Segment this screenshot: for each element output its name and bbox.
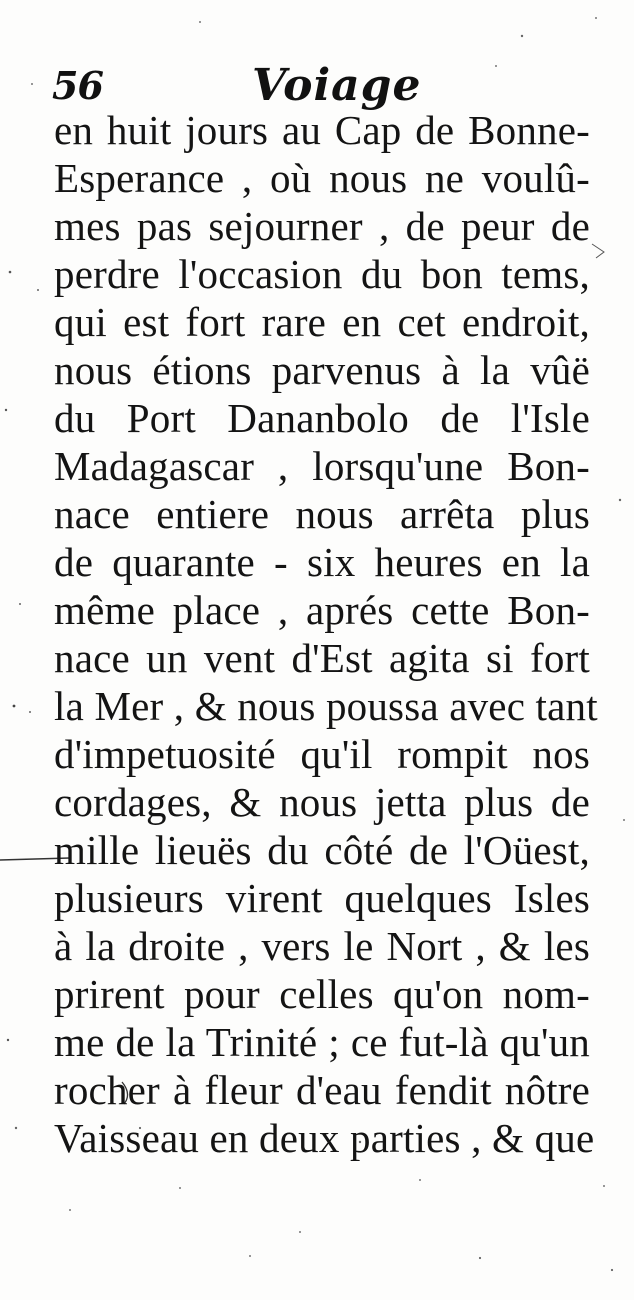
speck <box>15 1127 17 1129</box>
speck <box>13 705 16 708</box>
speck <box>299 1231 301 1233</box>
speck <box>595 17 597 19</box>
text-line: de quarante - six heures en la <box>54 539 590 585</box>
page-number: 56 <box>52 63 103 108</box>
speck <box>603 1185 605 1187</box>
text-line: la Mer , & nous poussa avec tant <box>54 683 598 729</box>
text-line: d'impetuosité qu'il rompit nos <box>54 731 590 777</box>
text-line: Esperance , où nous ne voulû- <box>54 155 590 201</box>
speck <box>19 603 21 605</box>
text-line: Madagascar , lorsqu'une Bon- <box>54 443 590 489</box>
speck <box>31 83 33 85</box>
text-line: mille lieuës du côté de l'Oüest, <box>54 827 590 873</box>
running-head: Voiage <box>252 60 422 111</box>
text-line: à la droite , vers le Nort , & les <box>54 923 590 969</box>
speck <box>611 1269 613 1271</box>
speck <box>623 819 625 821</box>
speck <box>521 35 523 37</box>
text-line: qui est fort rare en cet endroit, <box>54 299 590 345</box>
speck <box>479 1257 481 1259</box>
speck <box>619 499 621 501</box>
speck <box>9 271 12 274</box>
text-line: en huit jours au Cap de Bonne- <box>54 107 590 153</box>
text-line: me de la Trinité ; ce fut-là qu'un <box>54 1019 590 1065</box>
body-text <box>54 106 598 1162</box>
speck <box>7 1039 9 1041</box>
speck <box>419 1179 421 1181</box>
speck <box>249 1255 251 1257</box>
text-line: plusieurs virent quelques Isles <box>54 875 590 921</box>
text-line: prirent pour celles qu'on nom- <box>54 971 590 1017</box>
speck <box>199 21 201 23</box>
speck <box>179 1187 181 1189</box>
text-line: nous étions parvenus à la vûë <box>54 347 590 393</box>
text-line: nace entiere nous arrêta plus <box>54 491 590 537</box>
text-line: rocher à fleur d'eau fendit nôtre <box>54 1067 590 1113</box>
speck <box>69 1209 71 1211</box>
text-line: perdre l'occasion du bon tems, <box>54 251 590 297</box>
text-line: du Port Dananbolo de l'Isle <box>54 395 590 441</box>
speck <box>37 289 39 291</box>
text-line: nace un vent d'Est agita si fort <box>54 635 590 681</box>
text-line: mes pas sejourner , de peur de <box>54 203 590 249</box>
text-line: Vaisseau en deux parties , & que <box>54 1115 595 1161</box>
speck <box>5 409 7 411</box>
text-line: même place , aprés cette Bon- <box>54 587 590 633</box>
text-line: cordages, & nous jetta plus de <box>54 779 590 825</box>
speck <box>29 711 31 713</box>
